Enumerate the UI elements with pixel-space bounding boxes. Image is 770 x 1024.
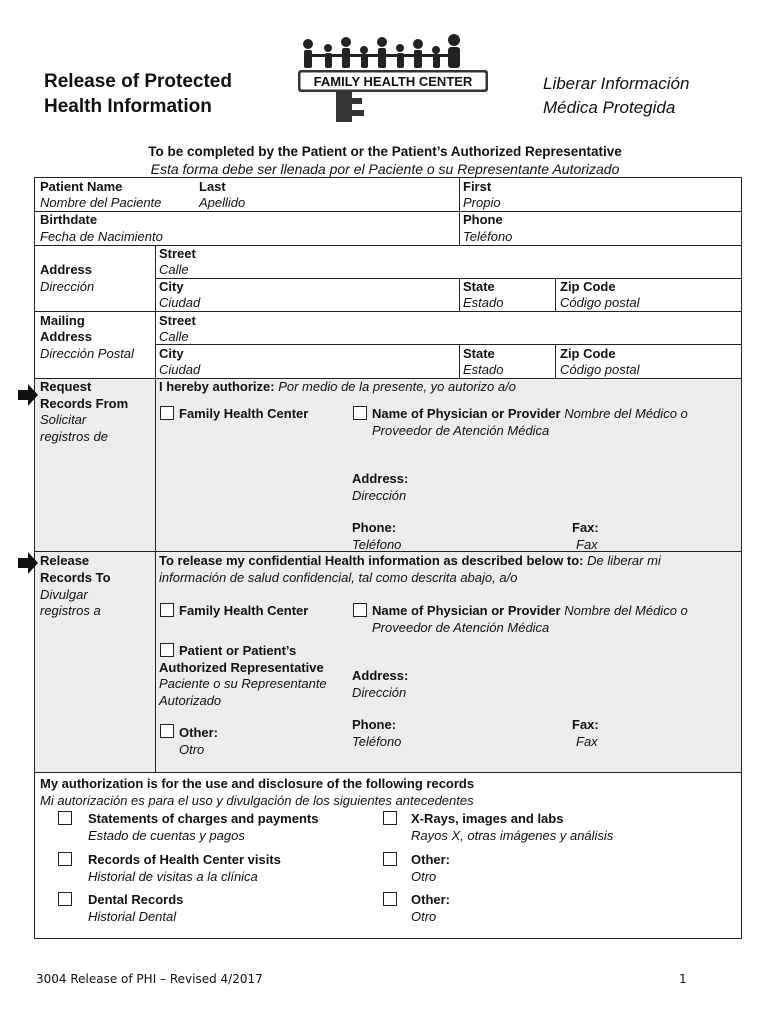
record-other1-label: Other: [411, 852, 450, 867]
release-label-es-line2: registros a [40, 603, 101, 618]
address-label: Address [40, 262, 93, 277]
release-fax-label-es: Fax [576, 734, 598, 749]
address-zip-label: Zip Code [560, 279, 616, 294]
request-label-es-line1: Solicitar [40, 412, 87, 427]
address-state-label: State [463, 279, 495, 294]
record-other2-label-es: Otro [411, 909, 437, 924]
release-patient-rep-label-es-line2: Autorizado [159, 693, 222, 708]
mailing-zip-label-es: Código postal [560, 362, 640, 377]
release-other-label-es: Otro [179, 742, 205, 757]
birthdate-label-es: Fecha de Nacimiento [40, 229, 163, 244]
col-divider [459, 344, 460, 378]
record-other2-checkbox[interactable] [383, 892, 397, 906]
request-fax-label-es: Fax [576, 537, 598, 552]
row-divider [155, 278, 742, 279]
records-heading-es: Mi autorización es para el uso y divulgación de los siguientes antecedentes [40, 793, 474, 808]
address-city-label: City [159, 279, 184, 294]
release-statement [159, 553, 661, 569]
mailing-state-label: State [463, 346, 495, 361]
col-divider [555, 278, 556, 311]
patient-name-label-es: Nombre del Paciente [40, 195, 162, 210]
first-name-label: First [463, 179, 492, 194]
address-state-label-es: Estado [463, 295, 504, 310]
record-other1-label-es: Otro [411, 869, 437, 884]
request-fhc-checkbox[interactable] [160, 406, 174, 420]
request-authorize-statement [159, 379, 516, 395]
row-divider [34, 211, 742, 212]
record-statements-label-es: Estado de cuentas y pagos [88, 828, 245, 843]
release-patient-rep-checkbox[interactable] [160, 643, 174, 657]
table-border-bottom [34, 938, 742, 939]
arrow-right-icon [18, 552, 38, 574]
request-physician-option [372, 406, 688, 422]
family-health-center-logo [296, 34, 490, 126]
col-divider [555, 344, 556, 378]
row-divider [34, 311, 742, 312]
phone-label: Phone [463, 212, 503, 227]
record-other1-checkbox[interactable] [383, 852, 397, 866]
release-address-label-es: Dirección [352, 685, 407, 700]
first-name-label-es: Propio [463, 195, 501, 210]
release-patient-rep-label-line1: Patient or Patient’s [179, 643, 297, 658]
address-city-label-es: Ciudad [159, 295, 201, 310]
release-fhc-checkbox[interactable] [160, 603, 174, 617]
record-statements-label: Statements of charges and payments [88, 811, 319, 826]
request-address-label-es: Dirección [352, 488, 407, 503]
record-dental-label-es: Historial Dental [88, 909, 177, 924]
mailing-city-label: City [159, 346, 184, 361]
record-visits-label: Records of Health Center visits [88, 852, 281, 867]
record-visits-checkbox[interactable] [58, 852, 72, 866]
release-patient-rep-label-es-line1: Paciente o su Representante [159, 676, 327, 691]
release-label-line2: Records To [40, 570, 111, 585]
release-physician-label: Name of Physician or Provider [372, 603, 561, 618]
request-fhc-label: Family Health Center [179, 406, 309, 421]
mailing-zip-label: Zip Code [560, 346, 616, 361]
request-physician-checkbox[interactable] [353, 406, 367, 420]
request-phone-label-es: Teléfono [352, 537, 402, 552]
release-statement-es-line2: información de salud confidencial, tal como descrita abajo, a/o [159, 570, 518, 585]
record-xrays-checkbox[interactable] [383, 811, 397, 825]
address-zip-label-es: Código postal [560, 295, 640, 310]
record-xrays-label-es: Rayos X, otras imágenes y análisis [411, 828, 614, 843]
record-dental-label: Dental Records [88, 892, 184, 907]
release-other-checkbox[interactable] [160, 724, 174, 738]
record-other2-label: Other: [411, 892, 450, 907]
last-name-label: Last [199, 179, 226, 194]
patient-name-label: Patient Name [40, 179, 123, 194]
mailing-state-label-es: Estado [463, 362, 504, 377]
release-physician-checkbox[interactable] [353, 603, 367, 617]
release-phone-label-es: Teléfono [352, 734, 402, 749]
request-phone-label: Phone: [352, 520, 397, 535]
table-border-top [34, 177, 742, 178]
record-statements-checkbox[interactable] [58, 811, 72, 825]
release-label-line1: Release [40, 553, 90, 568]
row-divider [34, 772, 742, 773]
record-visits-label-es: Historial de visitas a la clínica [88, 869, 258, 884]
address-street-label-es: Calle [159, 262, 189, 277]
title-en-line2: Health Information [44, 96, 212, 117]
title-es-line2: Médica Protegida [543, 98, 676, 117]
record-dental-checkbox[interactable] [58, 892, 72, 906]
row-divider [155, 344, 742, 345]
mailing-street-label: Street [159, 313, 196, 328]
form-id: 3004 Release of PHI – Revised 4/2017 [36, 972, 263, 986]
release-physician-label-es-line2: Proveedor de Atención Médica [372, 620, 550, 635]
title-en-line1: Release of Protected [44, 71, 232, 92]
authorize-label-es: Por medio de la presente, yo autorizo a/o [278, 379, 516, 394]
request-label-line1: Request [40, 379, 92, 394]
request-label-line2: Records From [40, 396, 129, 411]
release-label-es-line1: Divulgar [40, 587, 88, 602]
release-physician-option [372, 603, 688, 619]
request-physician-label-es: Nombre del Médico o [564, 406, 688, 421]
mailing-label-line2: Address [40, 329, 93, 344]
page-number: 1 [679, 972, 687, 986]
release-phone-label: Phone: [352, 717, 397, 732]
last-name-label-es: Apellido [199, 195, 246, 210]
records-heading: My authorization is for the use and disclosure of the following records [40, 776, 475, 791]
mailing-street-label-es: Calle [159, 329, 189, 344]
authorize-label: I hereby authorize: [159, 379, 275, 394]
table-border-right [741, 177, 742, 939]
mailing-city-label-es: Ciudad [159, 362, 201, 377]
row-divider [34, 245, 742, 246]
col-divider [459, 278, 460, 311]
release-fhc-label: Family Health Center [179, 603, 309, 618]
release-physician-label-es: Nombre del Médico o [564, 603, 688, 618]
mailing-label-line1: Mailing [40, 313, 85, 328]
release-address-label: Address: [352, 668, 409, 683]
address-street-label: Street [159, 246, 196, 261]
col-divider [459, 177, 460, 245]
instructions-en: To be completed by the Patient or the Patient’s Authorized Representative [148, 144, 622, 159]
release-fax-label: Fax: [572, 717, 599, 732]
col-divider [155, 245, 156, 772]
phone-label-es: Teléfono [463, 229, 513, 244]
request-label-es-line2: registros de [40, 429, 108, 444]
request-physician-label-es-line2: Proveedor de Atención Médica [372, 423, 550, 438]
release-other-label: Other: [179, 725, 218, 740]
logo-text: FAMILY HEALTH CENTER [313, 74, 473, 89]
address-label-es: Dirección [40, 279, 95, 294]
birthdate-label: Birthdate [40, 212, 98, 227]
release-statement-en: To release my confidential Health information as described below to: [159, 553, 584, 568]
record-xrays-label: X-Rays, images and labs [411, 811, 564, 826]
title-es-line1: Liberar Información [543, 74, 690, 93]
instructions-es: Esta forma debe ser llenada por el Paciente o su Representante Autorizado [150, 161, 620, 177]
request-physician-label: Name of Physician or Provider [372, 406, 561, 421]
release-patient-rep-label-line2: Authorized Representative [159, 660, 324, 675]
release-statement-es: De liberar mi [587, 553, 661, 568]
arrow-right-icon [18, 384, 38, 406]
family-silhouettes-icon [303, 34, 460, 68]
mailing-label-es: Dirección Postal [40, 346, 134, 361]
request-fax-label: Fax: [572, 520, 599, 535]
request-address-label: Address: [352, 471, 409, 486]
